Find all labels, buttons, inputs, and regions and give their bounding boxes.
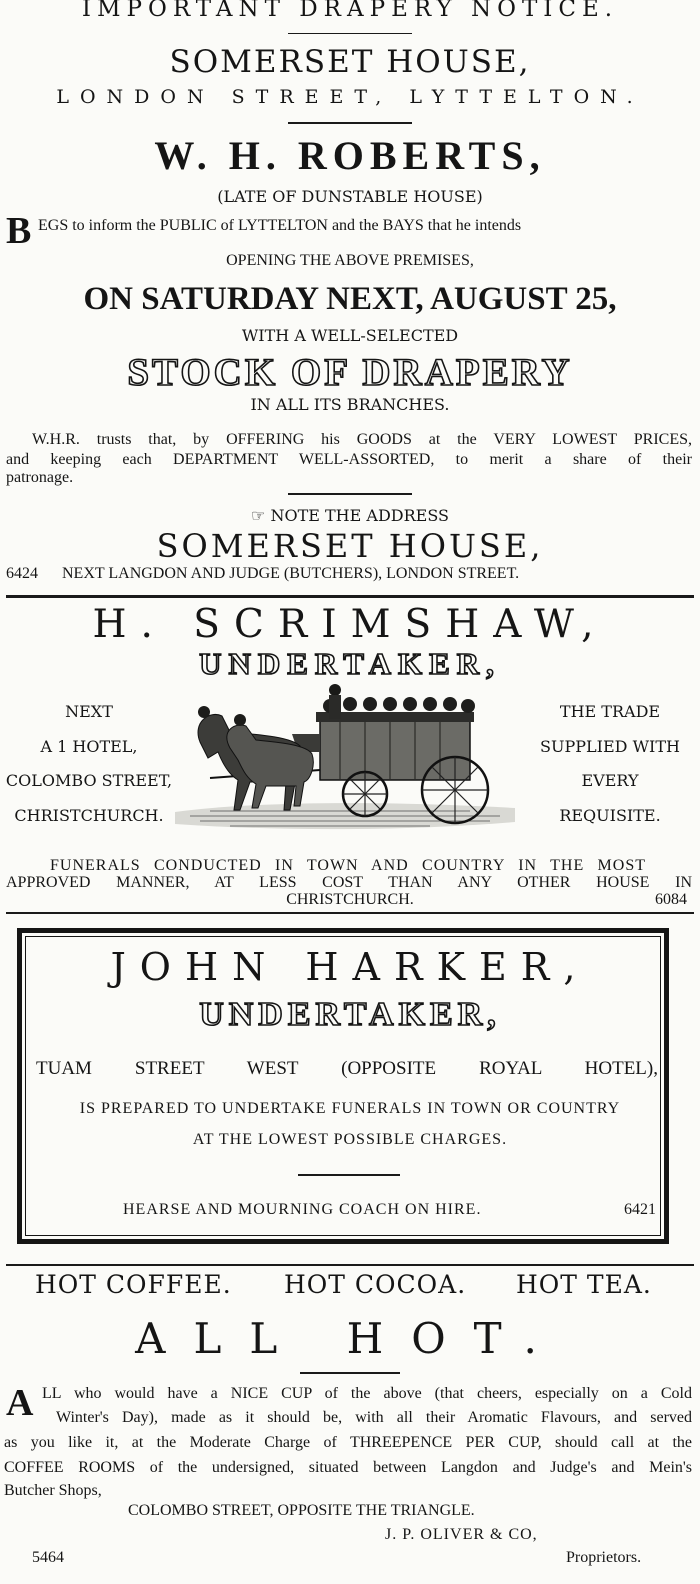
intro-line: EGS to inform the PUBLIC of LYTTELTON and the BAYS that he intends [38,217,522,234]
note-line [0,506,700,525]
undertaker-name: H. SCRIMSHAW, [92,602,608,647]
undertaker-trade: UNDERTAKER, [199,996,501,1033]
left-line: A 1 HOTEL, [40,736,138,756]
body-line: Butcher Shops, [4,1482,102,1499]
body-line: LL who would have a NICE CUP of the above (that cheers, especially on a Cold [42,1385,692,1402]
divider [298,1174,400,1176]
hearse-line: HEARSE AND MOURNING COACH ON HIRE. [123,1201,482,1218]
right-line: REQUISITE. [559,805,661,825]
merchant-name: W. H. ROBERTS, [154,133,546,178]
note-text: NOTE THE ADDRESS [270,506,449,525]
body-line: Winter's Day), made as it should be, with all their Aromatic Flavours, and served [56,1409,692,1426]
divider [288,493,412,495]
trust-line: W.H.R. trusts that, by OFFERING his GOODS at the VERY LOWEST PRICES, [32,431,692,448]
ad-ref-number: 6421 [624,1201,656,1218]
right-line: EVERY [581,771,639,790]
prepared-line: AT THE LOWEST POSSIBLE CHARGES. [192,1131,508,1148]
ad-ref-number: 6084 [655,891,687,908]
stock-heading: STOCK OF DRAPERY [127,351,573,394]
left-line: CHRISTCHURCH. [14,805,164,825]
horse-drawn-hearse-illustration [170,682,520,842]
undertaker-address: TUAM STREET WEST (OPPOSITE ROYAL HOTEL), [36,1058,658,1079]
opening-date: ON SATURDAY NEXT, AUGUST 25, [83,281,617,317]
prepared-line: IS PREPARED TO UNDERTAKE FUNERALS IN TOWN OR COUNTRY [79,1100,621,1117]
section-divider [6,595,694,598]
divider [288,122,412,124]
ad-ref-number: 5464 [32,1549,64,1566]
body-line: as you like it, at the Moderate Charge of THREEPENCE PER CUP, should call at the [4,1434,692,1451]
section-divider [6,912,694,914]
merchant-former-shop: (LATE OF DUNSTABLE HOUSE) [217,187,483,206]
right-line: SUPPLIED WITH [540,736,680,756]
funerals-line: CHRISTCHURCH. [286,891,414,908]
proprietor-name: J. P. OLIVER & CO, [385,1526,538,1543]
intro-line: OPENING THE ABOVE PREMISES, [226,252,474,269]
trust-line: and keeping each DEPARTMENT WELL-ASSORTED, to merit a share of their [6,451,692,468]
shop-location: COLOMBO STREET, OPPOSITE THE TRIANGLE. [128,1502,475,1519]
store-name: SOMERSET HOUSE, [169,44,531,80]
drop-cap: B [6,210,32,252]
left-column [0,695,178,833]
undertaker-trade: UNDERTAKER, [199,646,501,681]
proprietors-label: Proprietors. [566,1549,642,1566]
divider [300,1372,400,1374]
right-column [520,695,700,833]
drink-cocoa: HOT COCOA. [284,1270,467,1299]
with-line: WITH A WELL-SELECTED [241,326,459,345]
trust-line: patronage. [6,469,74,486]
right-line: THE TRADE [559,702,661,721]
ad-ref-number: 6424 [6,565,38,582]
drink-tea: HOT TEA. [516,1270,652,1299]
undertaker-name: JOHN HARKER, [110,945,590,989]
branches-line: IN ALL ITS BRANCHES. [250,395,450,414]
drink-coffee: HOT COFFEE. [35,1270,232,1299]
pointing-hand-icon: ☞ [251,506,271,525]
divider [288,33,412,34]
left-line: COLOMBO STREET, [5,771,173,790]
all-hot-heading: ALL HOT. [135,1314,565,1363]
store-name-repeat: SOMERSET HOUSE, [156,527,544,565]
drop-cap: A [6,1382,34,1424]
store-address: NEXT LANGDON AND JUDGE (BUTCHERS), LONDON STREET. [62,565,520,582]
notice-heading: IMPORTANT DRAPERY NOTICE. [81,0,619,22]
store-street: LONDON STREET, LYTTELTON. [56,86,644,108]
section-divider [6,1264,694,1266]
funerals-line: FUNERALS CONDUCTED IN TOWN AND COUNTRY IN THE MOST [50,857,646,874]
funerals-line: APPROVED MANNER, AT LESS COST THAN ANY OTHER HOUSE IN [6,874,692,891]
body-line: COFFEE ROOMS of the undersigned, situated between Langdon and Judge's and Mein's [4,1459,692,1476]
left-line: NEXT [65,702,113,721]
